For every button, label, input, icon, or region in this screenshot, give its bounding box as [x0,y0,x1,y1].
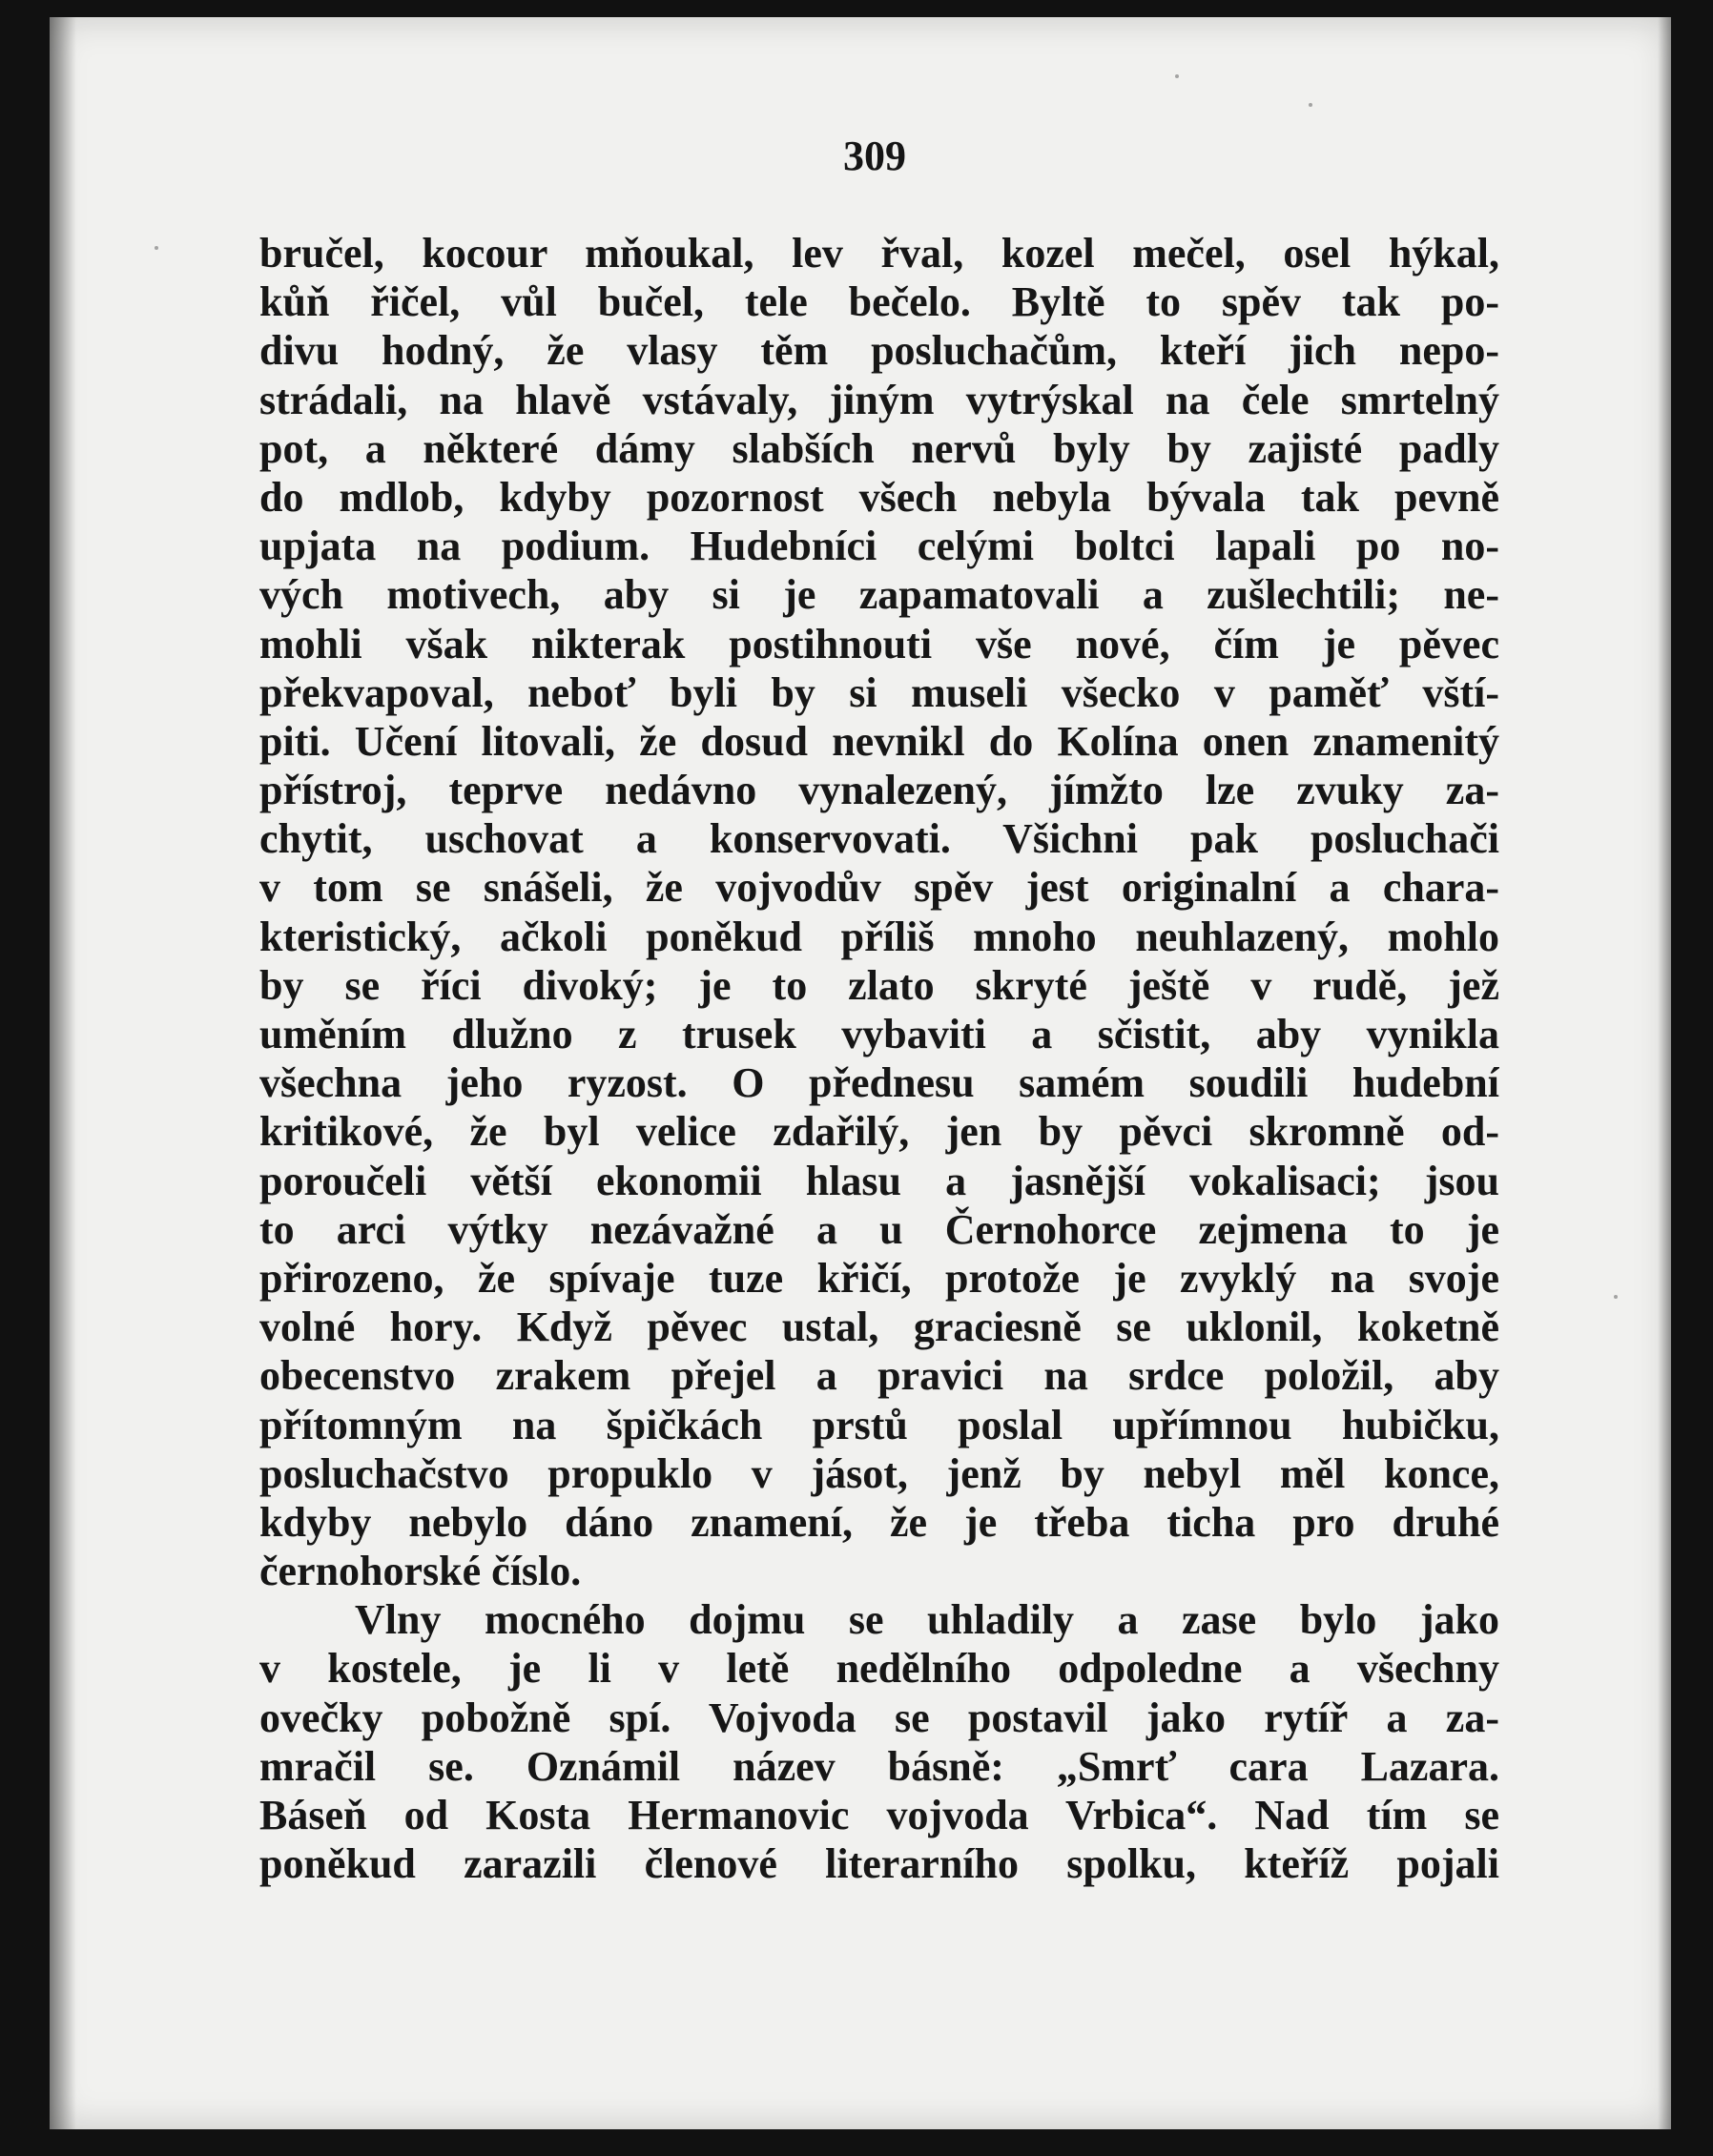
text-line: divu hodný, že vlasy těm posluchačům, kteří jich nepo- [259,327,1499,375]
text-line: mračil se. Oznámil název básně: „Smrť cara Lazara. [259,1742,1499,1790]
text-line: Vlny mocného dojmu se uhladily a zase bylo jako [355,1596,1499,1644]
text-line: kdyby nebylo dáno znamení, že je třeba ticha pro druhé [259,1498,1499,1546]
text-line: poroučeli větší ekonomii hlasu a jasnější vokalisaci; jsou [259,1157,1499,1204]
text-line: mohli však nikterak postihnouti vše nové, čím je pěvec [259,620,1499,667]
text-line: posluchačstvo propuklo v jásot, jenž by nebyl měl konce, [259,1449,1499,1497]
text-line: ovečky pobožně spí. Vojvoda se postavil jako rytíř a za- [259,1694,1499,1741]
text-line: do mdlob, kdyby pozornost všech nebyla bývala tak pevně [259,473,1499,521]
text-line: přítomným na špičkách prstů poslal upřímnou hubičku, [259,1401,1499,1448]
text-line: kteristický, ačkoli poněkud příliš mnoho neuhlazený, mohlo [259,913,1499,960]
text-line: překvapoval, neboť byli by si museli všecko v paměť vští- [259,668,1499,716]
book-page [50,17,1671,2129]
text-line: Báseň od Kosta Hermanovic vojvoda Vrbica“. Nad tím se [259,1792,1499,1838]
text-line: přístroj, teprve nedávno vynalezený, jímžto lze zvuky za- [259,767,1499,814]
paper-speck [155,246,158,250]
text-line: pot, a některé dámy slabších nervů byly by zajisté padly [259,424,1499,472]
text-line: přirozeno, že spívaje tuze křičí, protože je zvyklý na svoje [259,1254,1499,1302]
text-line: upjata na podium. Hudebníci celými boltci lapali po no- [259,523,1499,570]
text-line: strádali, na hlavě vstávaly, jiným vytrýskal na čele smrtelný [259,376,1499,423]
text-line: by se říci divoký; je to zlato skryté ještě v rudě, jež [259,961,1499,1009]
text-line: poněkud zarazili členové literarního spolku, kteříž pojali [259,1840,1499,1888]
binding-shadow [50,17,76,2129]
text-line: uměním dlužno z trusek vybaviti a sčistit, aby vynikla [259,1011,1499,1057]
text-line: to arci výtky nezávažné a u Černohorce zejmena to je [259,1205,1499,1253]
text-line: všechna jeho ryzost. O přednesu samém soudili hudební [259,1059,1499,1107]
text-line: v kostele, je li v letě nedělního odpoledne a všechny [259,1645,1499,1693]
page-edge-shadow [1658,17,1671,2129]
text-line: vých motivech, aby si je zapamatovali a zušlechtili; ne- [259,571,1499,619]
text-line: obecenstvo zrakem přejel a pravici na srdce položil, aby [259,1352,1499,1400]
text-line: volné hory. Když pěvec ustal, graciesně se uklonil, koketně [259,1304,1499,1351]
paper-speck [1175,74,1179,78]
text-line: černohorské číslo. [259,1548,582,1595]
body-text [259,229,1499,1888]
paragraph [259,229,1499,1595]
text-line: chytit, uschovat a konservovati. Všichni pak posluchači [259,815,1499,863]
text-line: piti. Učení litovali, že dosud nevnikl do Kolína onen znamenitý [259,717,1499,765]
page-number: 309 [843,133,906,179]
text-line: kůň řičel, vůl bučel, tele bečelo. Byltě to spěv tak po- [259,278,1499,326]
text-line: bručel, kocour mňoukal, lev řval, kozel mečel, osel hýkal, [259,230,1499,277]
paper-speck [1614,1295,1618,1299]
text-line: v tom se snášeli, že vojvodův spěv jest originalní a chara- [259,864,1499,912]
paper-speck [1309,103,1312,107]
text-line: kritikové, že byl velice zdařilý, jen by pěvci skromně od- [259,1108,1499,1156]
paragraph [259,1595,1499,1888]
